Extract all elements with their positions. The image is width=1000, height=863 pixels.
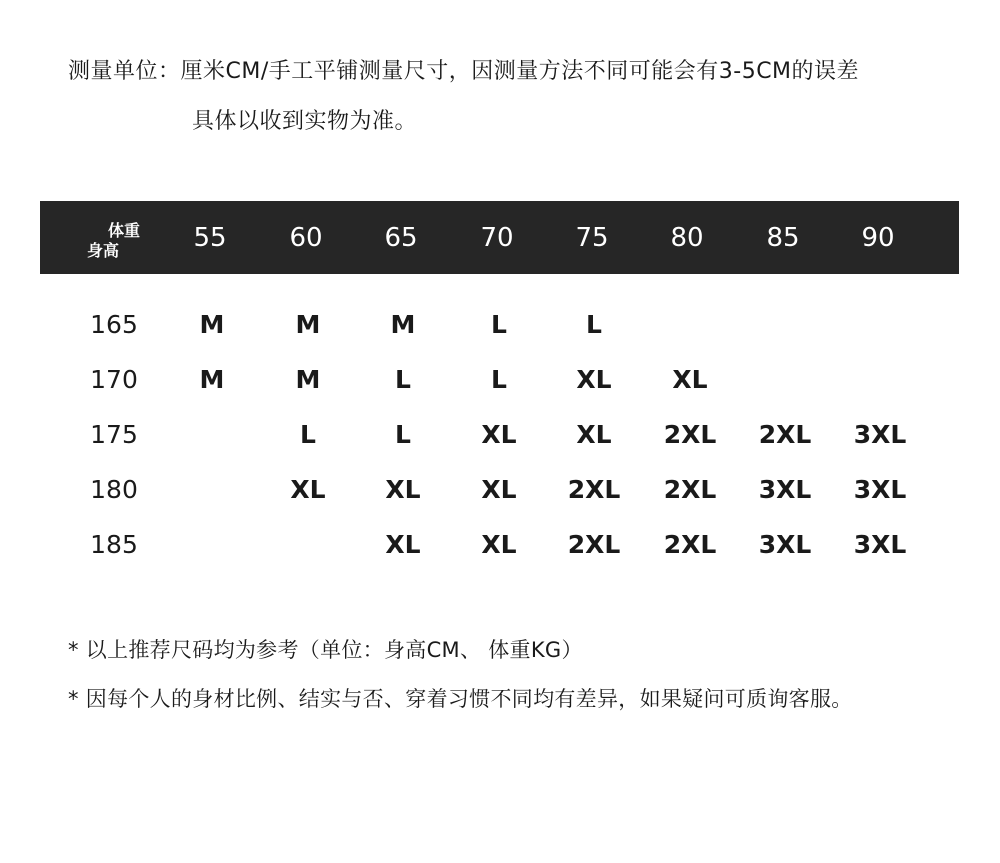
height-row-label: 180 <box>90 475 138 504</box>
height-row-label: 165 <box>90 310 138 339</box>
size-cell: L <box>491 365 507 394</box>
size-cell: L <box>395 420 411 449</box>
size-cell: M <box>199 310 225 339</box>
size-cell: L <box>586 310 602 339</box>
weight-column-header: 80 <box>670 223 704 253</box>
height-row-label: 170 <box>90 365 138 394</box>
size-cell: 2XL <box>663 475 717 504</box>
size-cell: 2XL <box>567 475 621 504</box>
size-cell: L <box>395 365 411 394</box>
size-cell: XL <box>481 475 517 504</box>
size-cell: 2XL <box>758 420 812 449</box>
size-cell: M <box>199 365 225 394</box>
size-cell: 3XL <box>853 530 907 559</box>
size-cell: M <box>295 365 321 394</box>
size-cell: XL <box>576 420 612 449</box>
actual-item-note: 具体以收到实物为准。 <box>192 109 418 134</box>
height-row-label: 185 <box>90 530 138 559</box>
size-cell: M <box>295 310 321 339</box>
size-cell: 3XL <box>758 475 812 504</box>
difference-note: * 因每个人的身材比例、结实与否、穿着习惯不同均有差异，如果疑问可质询客服。 <box>68 687 853 711</box>
size-cell: 3XL <box>853 475 907 504</box>
measurement-unit-note: 测量单位：厘米CM/手工平铺测量尺寸，因测量方法不同可能会有3-5CM的误差 <box>68 59 860 84</box>
height-row-label: 175 <box>90 420 138 449</box>
weight-column-header: 60 <box>289 223 323 253</box>
size-cell: L <box>300 420 316 449</box>
size-cell: 2XL <box>663 420 717 449</box>
weight-column-header: 85 <box>766 223 800 253</box>
size-cell: XL <box>290 475 326 504</box>
weight-column-header: 90 <box>861 223 895 253</box>
size-table-header <box>40 201 959 274</box>
reference-note: * 以上推荐尺码均为参考（单位：身高CM、 体重KG） <box>68 638 583 662</box>
size-cell: 3XL <box>853 420 907 449</box>
weight-axis-label: 体重 <box>108 221 141 240</box>
size-cell: M <box>390 310 416 339</box>
size-cell: XL <box>672 365 708 394</box>
size-cell: XL <box>481 530 517 559</box>
size-cell: XL <box>385 530 421 559</box>
size-cell: L <box>491 310 507 339</box>
weight-column-header: 70 <box>480 223 514 253</box>
weight-column-header: 75 <box>575 223 609 253</box>
height-axis-label: 身高 <box>87 241 120 260</box>
size-cell: XL <box>385 475 421 504</box>
size-cell: 2XL <box>663 530 717 559</box>
size-cell: XL <box>576 365 612 394</box>
weight-column-header: 65 <box>384 223 418 253</box>
size-cell: 2XL <box>567 530 621 559</box>
size-cell: 3XL <box>758 530 812 559</box>
weight-column-header: 55 <box>193 223 227 253</box>
size-cell: XL <box>481 420 517 449</box>
